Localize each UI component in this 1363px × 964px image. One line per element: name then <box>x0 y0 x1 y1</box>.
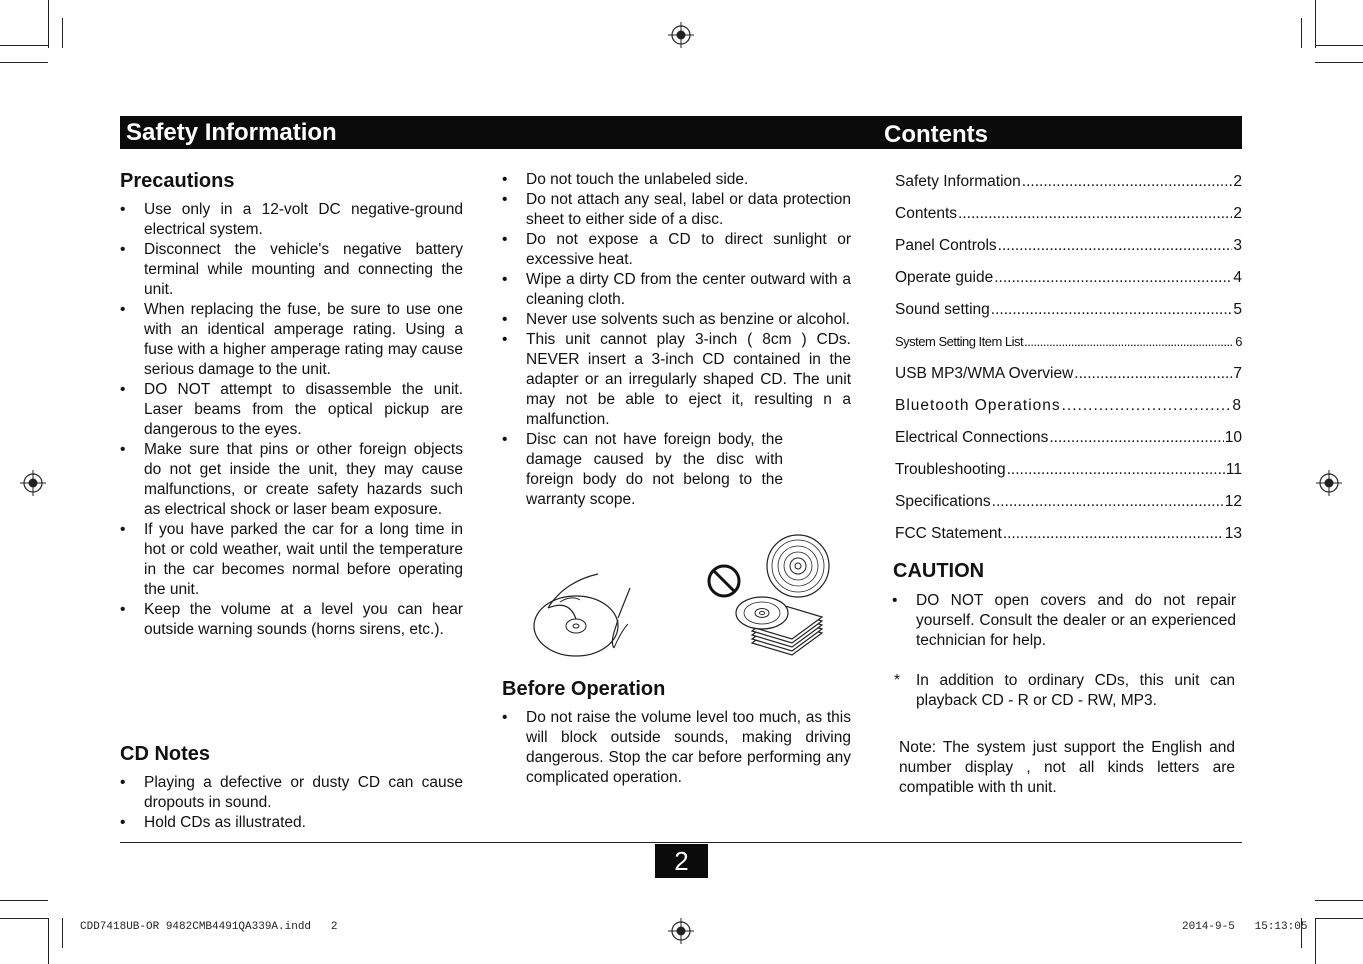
contents-list <box>895 160 1242 544</box>
toc-entry[interactable]: Bluetooth Operations ..... 8 <box>895 384 1242 416</box>
list-item: • Do not expose a CD to direct sunlight or excessive heat. <box>502 230 851 270</box>
before-operation-list <box>502 708 851 788</box>
crop-mark <box>0 45 48 46</box>
toc-entry[interactable]: Contents ..... 2 <box>895 192 1242 224</box>
crop-mark <box>48 918 49 964</box>
registration-mark-icon <box>668 22 694 48</box>
list-item: • When replacing the fuse, be sure to use one with an identical amperage rating. Using a fuse with a higher amperage rating may cause serious damage to the unit. <box>120 300 463 380</box>
footer-rule <box>120 842 1242 843</box>
print-slug-date: 2014-9-5 15:13:05 <box>1182 921 1308 933</box>
list-item: • Use only in a 12-volt DC negative-ground electrical system. <box>120 200 463 240</box>
list-item: • DO NOT open covers and do not repair yourself. Consult the dealer or an experienced technician for help. <box>892 591 1236 651</box>
page-number: 2 <box>655 844 708 878</box>
crop-mark <box>0 62 48 63</box>
list-item: • Make sure that pins or other foreign objects do not get inside the unit, they may cause malfunctions, or create safety hazards such as electrical shock or laser beam exposure. <box>120 440 463 520</box>
toc-entry[interactable]: Electrical Connections ..... 10 <box>895 416 1242 448</box>
section-title-contents: Contents <box>884 121 988 148</box>
list-item: • Disconnect the vehicle's negative battery terminal while mounting and connecting the unit. <box>120 240 463 300</box>
crop-mark <box>48 0 49 48</box>
toc-entry[interactable]: Sound setting ..... 5 <box>895 288 1242 320</box>
toc-entry[interactable]: System Setting Item List ..... 6 <box>895 320 1242 352</box>
registration-mark-icon <box>1316 470 1342 496</box>
crop-mark <box>1301 18 1302 48</box>
display-note: Note: The system just support the English and number display , not all kinds letters are compatible with th unit. <box>899 739 1235 796</box>
toc-entry[interactable]: FCC Statement ..... 13 <box>895 512 1242 544</box>
list-item: • This unit cannot play 3-inch ( 8cm ) CDs. NEVER insert a 3-inch CD contained in the adapter or an irregularly shaped CD. The unit may not be able to eject it, resulting n a malfunction. <box>502 330 851 430</box>
registration-mark-icon <box>20 470 46 496</box>
list-item: • DO NOT attempt to disassemble the unit. Laser beams from the optical pickup are dangerous to the eyes. <box>120 380 463 440</box>
crop-mark <box>1315 45 1363 46</box>
crop-mark <box>62 18 63 48</box>
toc-entry[interactable]: Operate guide ..... 4 <box>895 256 1242 288</box>
registration-mark-icon <box>668 918 694 944</box>
hand-holding-disc-icon <box>530 568 640 663</box>
crop-mark <box>1315 0 1316 48</box>
precautions-heading: Precautions <box>120 170 235 192</box>
list-item: • Do not raise the volume level too much, as this will block outside sounds, making driving dangerous. Stop the car before performing any complicated operation. <box>502 708 851 788</box>
list-item: • Keep the volume at a level you can hear outside warning sounds (horns sirens, etc.). <box>120 600 463 640</box>
caution-list <box>892 591 1236 651</box>
toc-entry[interactable]: Specifications ..... 12 <box>895 480 1242 512</box>
toc-entry[interactable]: Panel Controls ..... 3 <box>895 224 1242 256</box>
cd-handling-list <box>502 170 851 510</box>
list-item: • If you have parked the car for a long time in hot or cold weather, wait until the temperature in the car becomes normal before operating the unit. <box>120 520 463 600</box>
list-item: • Do not touch the unlabeled side. <box>502 170 851 190</box>
list-item: • Playing a defective or dusty CD can cause dropouts in sound. <box>120 773 463 813</box>
crop-mark <box>1315 918 1316 964</box>
crop-mark <box>62 918 63 948</box>
print-slug-file: CDD7418UB-OR 9482CMB4491QA339A.indd 2 <box>80 921 338 933</box>
precautions-list <box>120 200 463 640</box>
before-operation-heading: Before Operation <box>502 678 666 700</box>
list-item: • Wipe a dirty CD from the center outward with a cleaning cloth. <box>502 270 851 310</box>
crop-mark <box>0 918 48 919</box>
asterisk-mark: * <box>894 672 901 689</box>
cd-notes-list <box>120 773 463 833</box>
asterisk-note: In addition to ordinary CDs, this unit can playback CD - R or CD - RW, MP3. <box>916 672 1235 709</box>
crop-mark <box>1315 918 1363 919</box>
toc-entry[interactable]: Safety Information ..... 2 <box>895 160 1242 192</box>
list-item: • Disc can not have foreign body, the damage caused by the disc with foreign body do not belong to the warranty scope. <box>502 430 851 510</box>
crop-mark <box>0 900 48 901</box>
crop-mark <box>1315 62 1363 63</box>
toc-entry[interactable]: USB MP3/WMA Overview ..... 7 <box>895 352 1242 384</box>
toc-entry[interactable]: Troubleshooting ..... 11 <box>895 448 1242 480</box>
list-item: • Hold CDs as illustrated. <box>120 813 463 833</box>
list-item: • Do not attach any seal, label or data protection sheet to either side of a disc. <box>502 190 851 230</box>
disc-stack-icon <box>732 533 836 661</box>
crop-mark <box>1315 900 1363 901</box>
cd-notes-heading: CD Notes <box>120 743 211 765</box>
caution-heading: CAUTION <box>893 560 985 582</box>
list-item: • Never use solvents such as benzine or alcohol. <box>502 310 851 330</box>
section-title-safety: Safety Information <box>126 119 337 146</box>
